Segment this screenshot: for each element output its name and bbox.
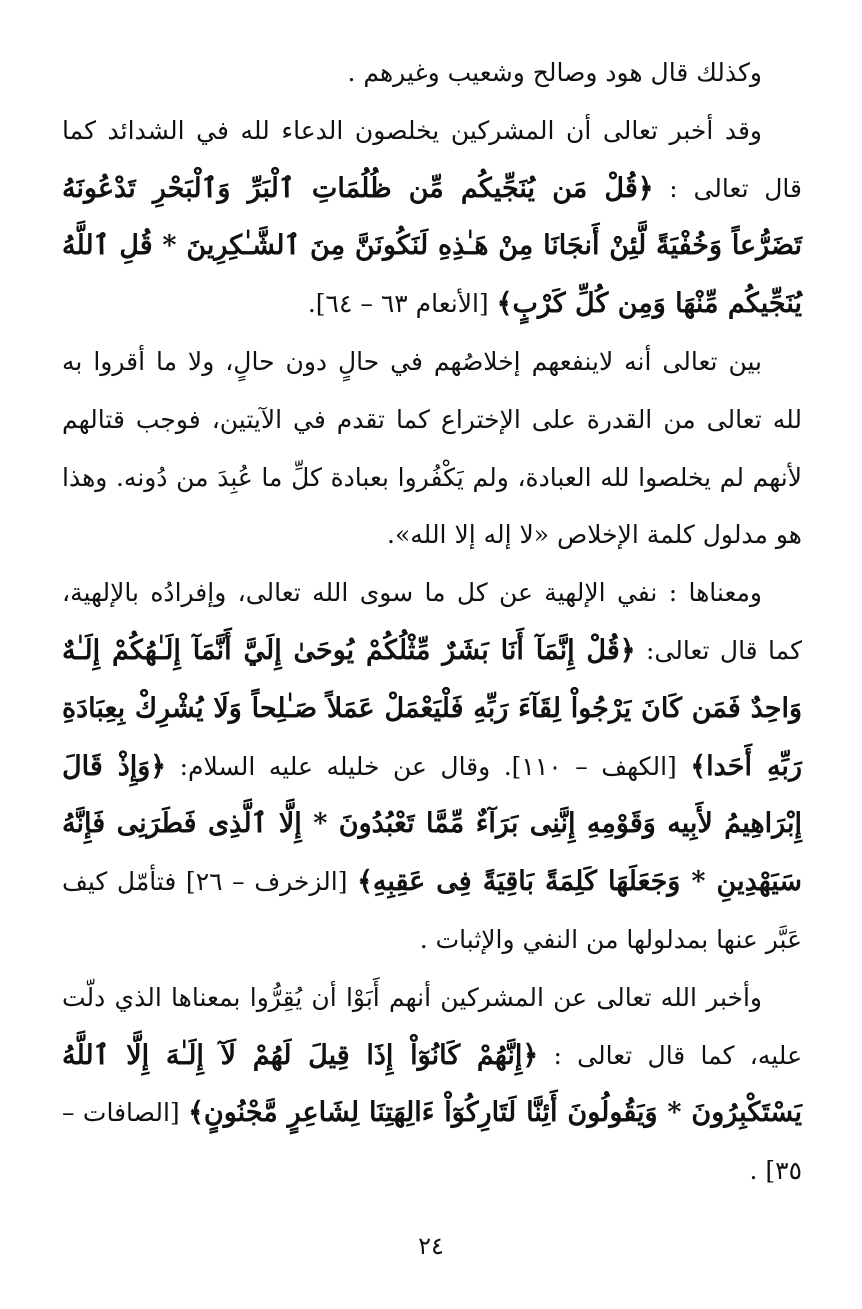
paragraph xyxy=(62,102,802,333)
quran-verse: ﴿قُلْ إِنَّمَآ أَنَا بَشَرٌ مِّثْلُكُمْ يُوحَىٰ إِلَيَّ أَنَّمَآ إِلَـٰهُكُمْ إِلَـٰهٌ وَاحِدٌ فَمَن كَانَ يَرْجُواْ لِقَآءَ رَبِّهِ فَلْيَعْمَلْ عَمَلاً صَـٰلِحاً وَلَا يُشْرِكْ بِعِبَادَةِ رَبِّهِ أَحَدا﴾ xyxy=(62,634,802,782)
paragraph-text: بين تعالى أنه لاينفعهم إخلاصُهم في حالٍ دون حالٍ، ولا ما أقروا به لله تعالى من القدرة على الإختراع كما تقدم في الآيتين، فوجب قتالهم لأنهم لم يخلصوا لله العبادة، ولم يَكْفُروا بعبادة كلِّ ما عُبِدَ من دُونه. وهذا هو مدلول كلمة الإخلاص «لا إله إلا الله». xyxy=(62,346,802,550)
paragraph-text: [الصافات – ٣٥] . xyxy=(62,1098,802,1186)
paragraph-text: وأخبر الله تعالى عن المشركين أنهم أَبَوْا أن يُقِرُّوا بمعناها الذي دلّت عليه، كما قال تعالى : xyxy=(62,982,802,1070)
paragraph xyxy=(62,44,802,102)
paragraph-text: وقد أخبر تعالى أن المشركين يخلصون الدعاء لله في الشدائد كما قال تعالى : xyxy=(62,115,802,203)
paragraph-text: وكذلك قال هود وصالح وشعيب وغيرهم . xyxy=(347,58,762,87)
quran-verse: ﴿إِنَّهُمْ كَانُوٓاْ إِذَا قِيلَ لَهُمْ لَآ إِلَـٰهَ إِلَّا ٱللَّهُ يَسْتَكْبِرُونَ * وَيَقُولُونَ أَئِنَّا لَتَارِكُوٓاْ ءَالِهَتِنَا لِشَاعِرٍ مَّجْنُونٍ﴾ xyxy=(62,1039,802,1129)
paragraph-text: [الأنعام ٦٣ – ٦٤]. xyxy=(307,289,497,319)
paragraph xyxy=(62,333,802,564)
page-body xyxy=(62,44,802,1200)
quran-verse: ﴿وَإِذْ قَالَ إِبْرَاهِيمُ لأَبِيه وَقَوْمِهِ إِنَّنِى بَرَآءٌ مِّمَّا تَعْبُدُونَ * إِلَّا ٱلَّذِى فَطَرَنِى فَإِنَّهُ سَيَهْدِينِ * وَجَعَلَهَا كَلِمَةً بَاقِيَةً فِى عَقِبِهِ﴾ xyxy=(62,750,802,898)
paragraph-text: [الزخرف – ٢٦] فتأمّل كيف عَبَّر عنها بمدلولها من النفي والإثبات . xyxy=(62,867,802,954)
quran-verse: ﴿قُلْ مَن يُنَجِّيكُم مِّن ظُلُمَاتِ ٱلْبَرِّ وَٱلْبَحْرِ تَدْعُونَهُ تَضَرُّعاً وَخُفْيَةً لَّئِنْ أَنجَانَا مِنْ هَـٰذِهِ لَنَكُونَنَّ مِنَ ٱلشَّـٰكِرِينَ * قُلِ ٱللَّهُ يُنَجِّيكُم مِّنْهَا وَمِن كُلِّ كَرْبٍ﴾ xyxy=(62,172,802,320)
paragraph-text: ومعناها : نفي الإلهية عن كل ما سوى الله تعالى، وإفرادُه بالإلهية، كما قال تعالى: xyxy=(62,578,802,665)
paragraph xyxy=(62,969,802,1200)
paragraph-text: [الكهف – ١١٠]. وقال عن خليله عليه السلام: xyxy=(166,751,691,781)
page-number: ٢٤ xyxy=(418,1232,444,1260)
paragraph xyxy=(62,564,802,969)
